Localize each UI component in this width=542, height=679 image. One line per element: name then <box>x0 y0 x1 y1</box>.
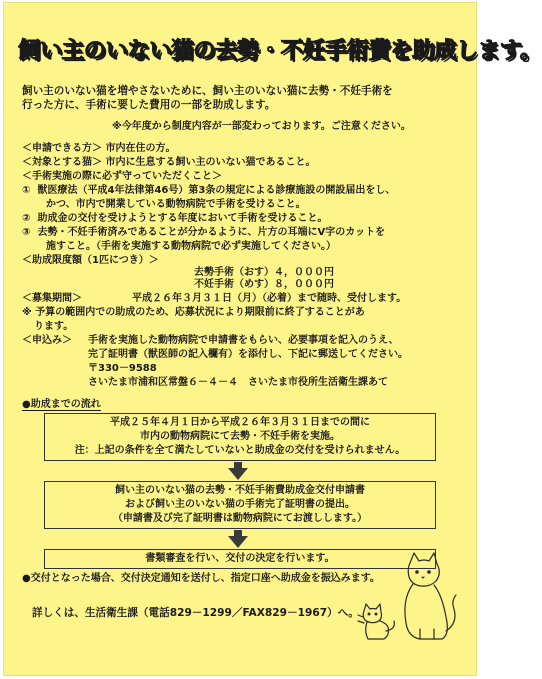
application-address: さいたま市浦和区常盤６－４－４ さいたま市役所生活衛生課あて <box>88 377 388 388</box>
rule-text: 施すこと。（手術を実施する動物病院で必ず実施してください。） <box>46 241 336 252</box>
eligibility-applicant: ＜申請できる方＞ 市内在住の方。 <box>22 143 176 154</box>
flow-step-3-text: 書類審査を行い、交付の決定を行います。 <box>145 553 335 564</box>
application-label: ＜申込み＞ <box>22 335 72 346</box>
flow-step-2-line-3: （申請書及び完了証明書は動物病院にてお渡しします。） <box>112 513 368 524</box>
flow-step-1-line-2: 市内の動物病院にて去勢・不妊手術を実施。 <box>140 431 340 442</box>
rule-item <box>22 227 385 239</box>
contact-info: 詳しくは、生活衛生課（電話829－1299／FAX829－1967）へ。 <box>32 607 359 619</box>
rule-item <box>22 185 395 197</box>
flow-final-step: ●交付となった場合、交付決定通知を送付し、指定口座へ助成金を振込みます。 <box>22 573 380 584</box>
rule-number: ② <box>22 213 31 224</box>
flow-step-1-box <box>44 413 436 461</box>
flow-step-2-box <box>44 481 436 529</box>
period-label: ＜募集期間＞ <box>22 293 82 304</box>
limit-label: ＜助成限度額（1匹につき）＞ <box>22 255 159 266</box>
limit-male: 去勢手術（おす）４，０００円 <box>194 267 334 278</box>
limit-female: 不妊手術（めす）８，０００円 <box>194 279 334 290</box>
application-line-2: 完了証明書（獣医師の記入欄有）を添付し、下記に郵送してください。 <box>88 349 408 360</box>
eligibility-rules-heading: ＜手術実施の際に必ず守っていただくこと＞ <box>22 171 222 182</box>
rule-number: ③ <box>22 227 31 238</box>
rule-item <box>22 213 327 225</box>
flow-step-2-line-2: および飼い主のいない猫の手術完了証明書の提出。 <box>125 499 355 510</box>
flow-heading <box>22 399 101 411</box>
flow-arrow-down-icon <box>228 468 248 480</box>
application-line-1: 手術を実施した動物病院で申請書をもらい、必要事項を記入のうえ、 <box>88 335 399 346</box>
application-postcode: 〒330－9588 <box>88 363 157 374</box>
intro-line-1: 飼い主のいない猫を増やさないために、飼い主のいない猫に去勢・不妊手術を <box>22 85 393 97</box>
flow-step-1-line-1: 平成２５年４月１日から平成２６年３月３１日までの間に <box>110 417 370 428</box>
rule-text: 獣医療法（平成4年法律第46号）第3条の規定による診療施設の開設届出をし、 <box>37 185 396 196</box>
rule-text: 助成金の交付を受けようとする年度において手術を受けること。 <box>37 213 328 224</box>
eligibility-cat: ＜対象とする猫＞ 市内に生息する飼い主のいない猫であること。 <box>22 157 316 168</box>
flow-arrow-down-icon <box>228 536 248 548</box>
rule-text: 去勢・不妊手術済みであることが分かるように、片方の耳端にV字のカットを <box>37 227 386 238</box>
flow-step-2-line-1: 飼い主のいない猫の去勢・不妊手術費助成金交付申請書 <box>115 485 365 496</box>
rule-text: かつ、市内で開業している動物病院で手術を受けること。 <box>46 199 306 210</box>
rule-number: ① <box>22 185 31 196</box>
flyer-title: 飼い主のいない猫の去勢・不妊手術費を助成します。 <box>18 38 542 64</box>
intro-line-2: 行った方に、手術に要した費用の一部を助成します。 <box>22 99 276 111</box>
flow-heading-text: ●助成までの流れ <box>22 399 101 410</box>
period-text: 平成２６年３月３１日（月）（必着）まで随時、受付します。 <box>132 293 407 304</box>
cats-illustration-icon <box>350 551 460 651</box>
budget-note-2: ります。 <box>34 321 74 332</box>
flyer-sheet <box>4 3 542 675</box>
notice-text: ※今年度から制度内容が一部変わっております。ご注意ください。 <box>112 121 411 132</box>
budget-note-1: ※ 予算の範囲内での助成のため、応募状況により期限前に終了することがあ <box>22 307 365 318</box>
flow-step-1-line-3: 注：上記の条件を全て満たしていないと助成金の交付を受けられません。 <box>74 445 406 456</box>
